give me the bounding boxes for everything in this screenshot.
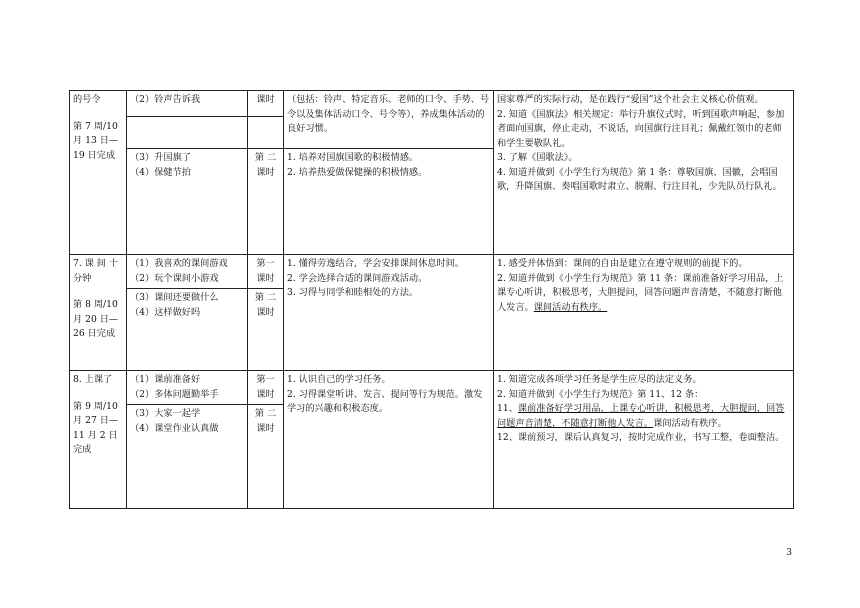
- link-item-group: [497, 272, 790, 316]
- unit-schedule-line: 11 月 2 日: [73, 429, 118, 441]
- unit-schedule-line: 第 9 周/10: [73, 400, 118, 412]
- unit-schedule-line: 26 日完成: [73, 328, 116, 339]
- unit-title-line: 7. 课 间 十: [73, 258, 119, 269]
- goal-text: 2. 培养热爱做保健操的积极情感。: [287, 166, 428, 178]
- unit-title-line: 分钟: [73, 272, 92, 284]
- table-row: [70, 371, 794, 405]
- unit-schedule-line: 月 20 日—: [73, 313, 119, 325]
- goals-cell: [284, 255, 494, 371]
- hours-cell: 课时: [248, 91, 284, 117]
- unit-title-line: 的号令: [73, 94, 101, 105]
- unit-schedule-line: 月 13 日—: [73, 135, 119, 146]
- lesson-title: （4）这样做好吗: [130, 306, 201, 318]
- unit-schedule-line: 第 8 周/10: [73, 299, 118, 310]
- unit-cell: [70, 91, 127, 255]
- goal-text: 2. 习得课堂听讲、发言、提问等行为规范。激发学习的兴趣和积极态度。: [287, 388, 483, 414]
- lesson-title: （4）保健节拍: [130, 166, 191, 178]
- teaching-plan-table: [69, 90, 794, 509]
- lesson-title: （4）课堂作业认真做: [130, 422, 219, 434]
- lesson-cell-empty: [127, 117, 248, 149]
- lesson-title: （1）课前准备好: [130, 374, 201, 385]
- lesson-cell: [127, 91, 248, 117]
- link-item: 3. 了解《国歌法》。: [497, 152, 578, 163]
- goals-cell: [284, 91, 494, 149]
- goal-text: 3. 习得与同学和睦相处的方法。: [287, 287, 419, 298]
- unit-schedule-line: 19 日完成: [73, 149, 116, 161]
- curriculum-links-cell: [494, 255, 794, 371]
- lesson-title: （2）铃声告诉我: [130, 94, 201, 105]
- unit-schedule-line: 月 27 日—: [73, 415, 119, 426]
- unit-title-line: 8. 上课了: [73, 374, 113, 385]
- curriculum-links-cell: [494, 91, 794, 255]
- link-item: 2. 知道并做到《小学生行为规范》第 11 条：课前准备好学习用品，上课专心听讲，积极思考，大胆提问，回答问题声音清楚，不随意打断他人发言。: [497, 272, 784, 313]
- link-item: 2. 知道并做到《小学生行为规范》第 11、12 条：: [497, 388, 704, 400]
- link-item: 2. 知道《国旗法》相关规定：举行升旗仪式时，听到国歌声响起，参加者面向国旗，停止走动，不说话，向国旗行注目礼；佩戴红领巾的老师和学生要敬队礼。: [497, 108, 785, 149]
- lesson-title: （3）大家一起学: [130, 408, 201, 419]
- table-row: [70, 91, 794, 117]
- unit-cell: [70, 255, 127, 371]
- lesson-title: （2）多体问题勤举手: [130, 388, 219, 400]
- link-item: 12、课前预习，课后认真复习，按时完成作业，书写工整，卷面整洁。: [497, 432, 785, 443]
- lesson-cell: [127, 289, 248, 371]
- link-item: 4. 知道并做到《小学生行为规范》第 1 条：尊敬国旗、国徽，会唱国歌，升降国旗、奏唱国歌时肃立、脱帽、行注目礼，少先队员行队礼。: [497, 166, 782, 192]
- page-number: 3: [786, 548, 792, 558]
- unit-schedule-line: 完成: [73, 444, 92, 455]
- hours-cell: 第 二 课时: [248, 289, 284, 371]
- lesson-cell: [127, 371, 248, 405]
- lesson-cell: [127, 149, 248, 255]
- goal-text: 1. 懂得劳逸结合，学会安排课间休息时间。: [287, 258, 465, 269]
- link-item: 课间活动有秩序。: [653, 417, 727, 429]
- lesson-title: （2）玩个课间小游戏: [130, 272, 219, 284]
- goal-text: 2. 学会选择合适的课间游戏活动。: [287, 272, 428, 284]
- goal-text: 1. 培养对国旗国歌的积极情感。: [287, 152, 419, 163]
- hours-cell: 第 二 课时: [248, 149, 284, 255]
- goal-text: （包括：铃声、特定音乐、老师的口令、手势、号令以及集体活动口令、号令等），养成集体活动的良好习惯。: [287, 94, 490, 134]
- goal-text: 1. 认识自己的学习任务。: [287, 374, 391, 385]
- curriculum-links-cell: [494, 371, 794, 509]
- link-item-prefix: 11、: [497, 403, 518, 414]
- link-item-group: [497, 402, 790, 431]
- unit-schedule-line: 第 7 周/10: [73, 120, 118, 132]
- hours-cell: 第一 课时: [248, 255, 284, 289]
- lesson-cell: [127, 255, 248, 289]
- lesson-cell: [127, 405, 248, 509]
- lesson-title: （3）升国旗了: [130, 152, 191, 163]
- link-item-underlined: 课前准备好学习用品，上课专心听讲，积极思考，大胆提问，回答问题声音清楚，不随意打断他人发言。: [497, 403, 785, 429]
- unit-cell: [70, 371, 127, 509]
- link-item: 1. 感受并体悟到：课间的自由是建立在遵守规则的前提下的。: [497, 258, 748, 269]
- link-item: 国家尊严的实际行动，是在践行“爱国”这个社会主义核心价值观。: [497, 94, 764, 105]
- goals-cell: [284, 371, 494, 509]
- table-row: [70, 255, 794, 289]
- goals-cell: [284, 149, 494, 255]
- hours-cell-empty: [248, 117, 284, 149]
- lesson-title: （1）我喜欢的课间游戏: [130, 258, 228, 269]
- hours-cell: 第一 课时: [248, 371, 284, 405]
- link-item: 1. 知道完成各项学习任务是学生应尽的法定义务。: [497, 374, 702, 385]
- hours-cell: 第 二 课时: [248, 405, 284, 509]
- lesson-title: （3）课间还要做什么: [130, 292, 219, 303]
- link-item-underlined: 课间活动有秩序。: [533, 301, 608, 313]
